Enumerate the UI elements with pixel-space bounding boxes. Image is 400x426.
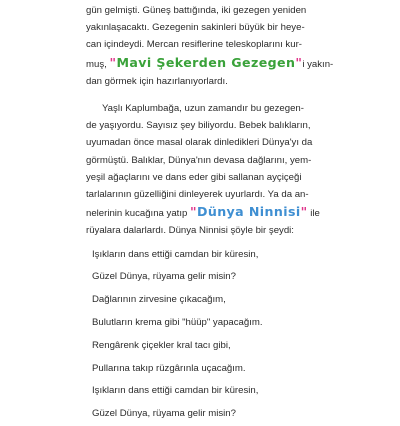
poem-line: Pullarına takıp rüzgârınla uçacağım. — [92, 362, 246, 374]
paragraph-line: rüyalara dalarlardı. Dünya Ninnisi şöyle bir şeydi: — [86, 225, 294, 237]
text-after-highlight: i yakın- — [302, 58, 334, 70]
paragraph-line: gün gelmişti. Güneş battığında, iki gezegen yeniden — [86, 5, 307, 16]
poem-line: Güzel Dünya, rüyama gelir misin? — [92, 408, 236, 420]
highlight-mavi-sekerden-gezegen — [109, 55, 302, 70]
quote-open: " — [109, 54, 117, 70]
paragraph-line: de yaşıyordu. Sayısız şey biliyordu. Bebek balıkların, — [86, 120, 311, 132]
quote-close: " — [295, 54, 303, 70]
text-before-highlight: muş, — [86, 58, 110, 70]
paragraph-spacer — [86, 90, 320, 100]
paragraph-line: Yaşlı Kaplumbağa, uzun zamandır bu gezegen- — [102, 103, 304, 115]
poem-line: Dağlarının zirvesine çıkacağım, — [92, 294, 226, 306]
paragraph-line: yeşil ağaçlarını ve dans eder gibi sallanan ayçiçeği — [86, 171, 302, 183]
poem — [86, 244, 320, 426]
highlight-text: Dünya Ninnisi — [196, 204, 301, 220]
paragraph-line: yakınlaşacaktı. Gezegenin sakinleri büyük bir heye- — [86, 22, 305, 34]
quote-open: " — [190, 204, 197, 220]
paragraph-line-with-highlight — [86, 203, 320, 222]
paragraph-line: uyumadan önce masal olarak dinledikleri Dünya'yı da — [86, 137, 313, 149]
paragraph-2 — [86, 100, 320, 240]
poem-line: Işıkların dans ettiği camdan bir küresin, — [92, 385, 259, 397]
poem-line: Bulutların krema gibi "hüüp" yapacağım. — [92, 317, 263, 329]
book-page — [86, 2, 334, 426]
quote-close: " — [300, 204, 308, 220]
poem-line: Güzel Dünya, rüyama gelir misin? — [92, 271, 236, 283]
paragraph-line: can içindeydi. Mercan resiflerine teleskoplarını kur- — [86, 39, 302, 51]
poem-line: Işıkların dans ettiği camdan bir küresin, — [92, 248, 259, 260]
paragraph-line: dan görmek için hazırlanıyorlardı. — [86, 75, 228, 87]
text-before-highlight: nelerinin kucağına yatıp — [86, 208, 190, 220]
paragraph-line: tarlalarının güzelliğini dinleyerek uyurlardı. Ya da an- — [86, 189, 309, 201]
highlight-dunya-ninnisi — [190, 204, 308, 219]
paragraph-line: görmüştü. Balıklar, Dünya'nın devasa dağlarını, yem- — [86, 154, 312, 166]
paragraph-1 — [86, 2, 334, 90]
poem-line: Rengârenk çiçekler kral tacı gibi, — [92, 339, 231, 351]
paragraph-line-with-highlight — [86, 54, 334, 73]
text-after-highlight: ile — [307, 208, 320, 220]
highlight-text: Mavi Şekerden Gezegen — [116, 54, 296, 70]
